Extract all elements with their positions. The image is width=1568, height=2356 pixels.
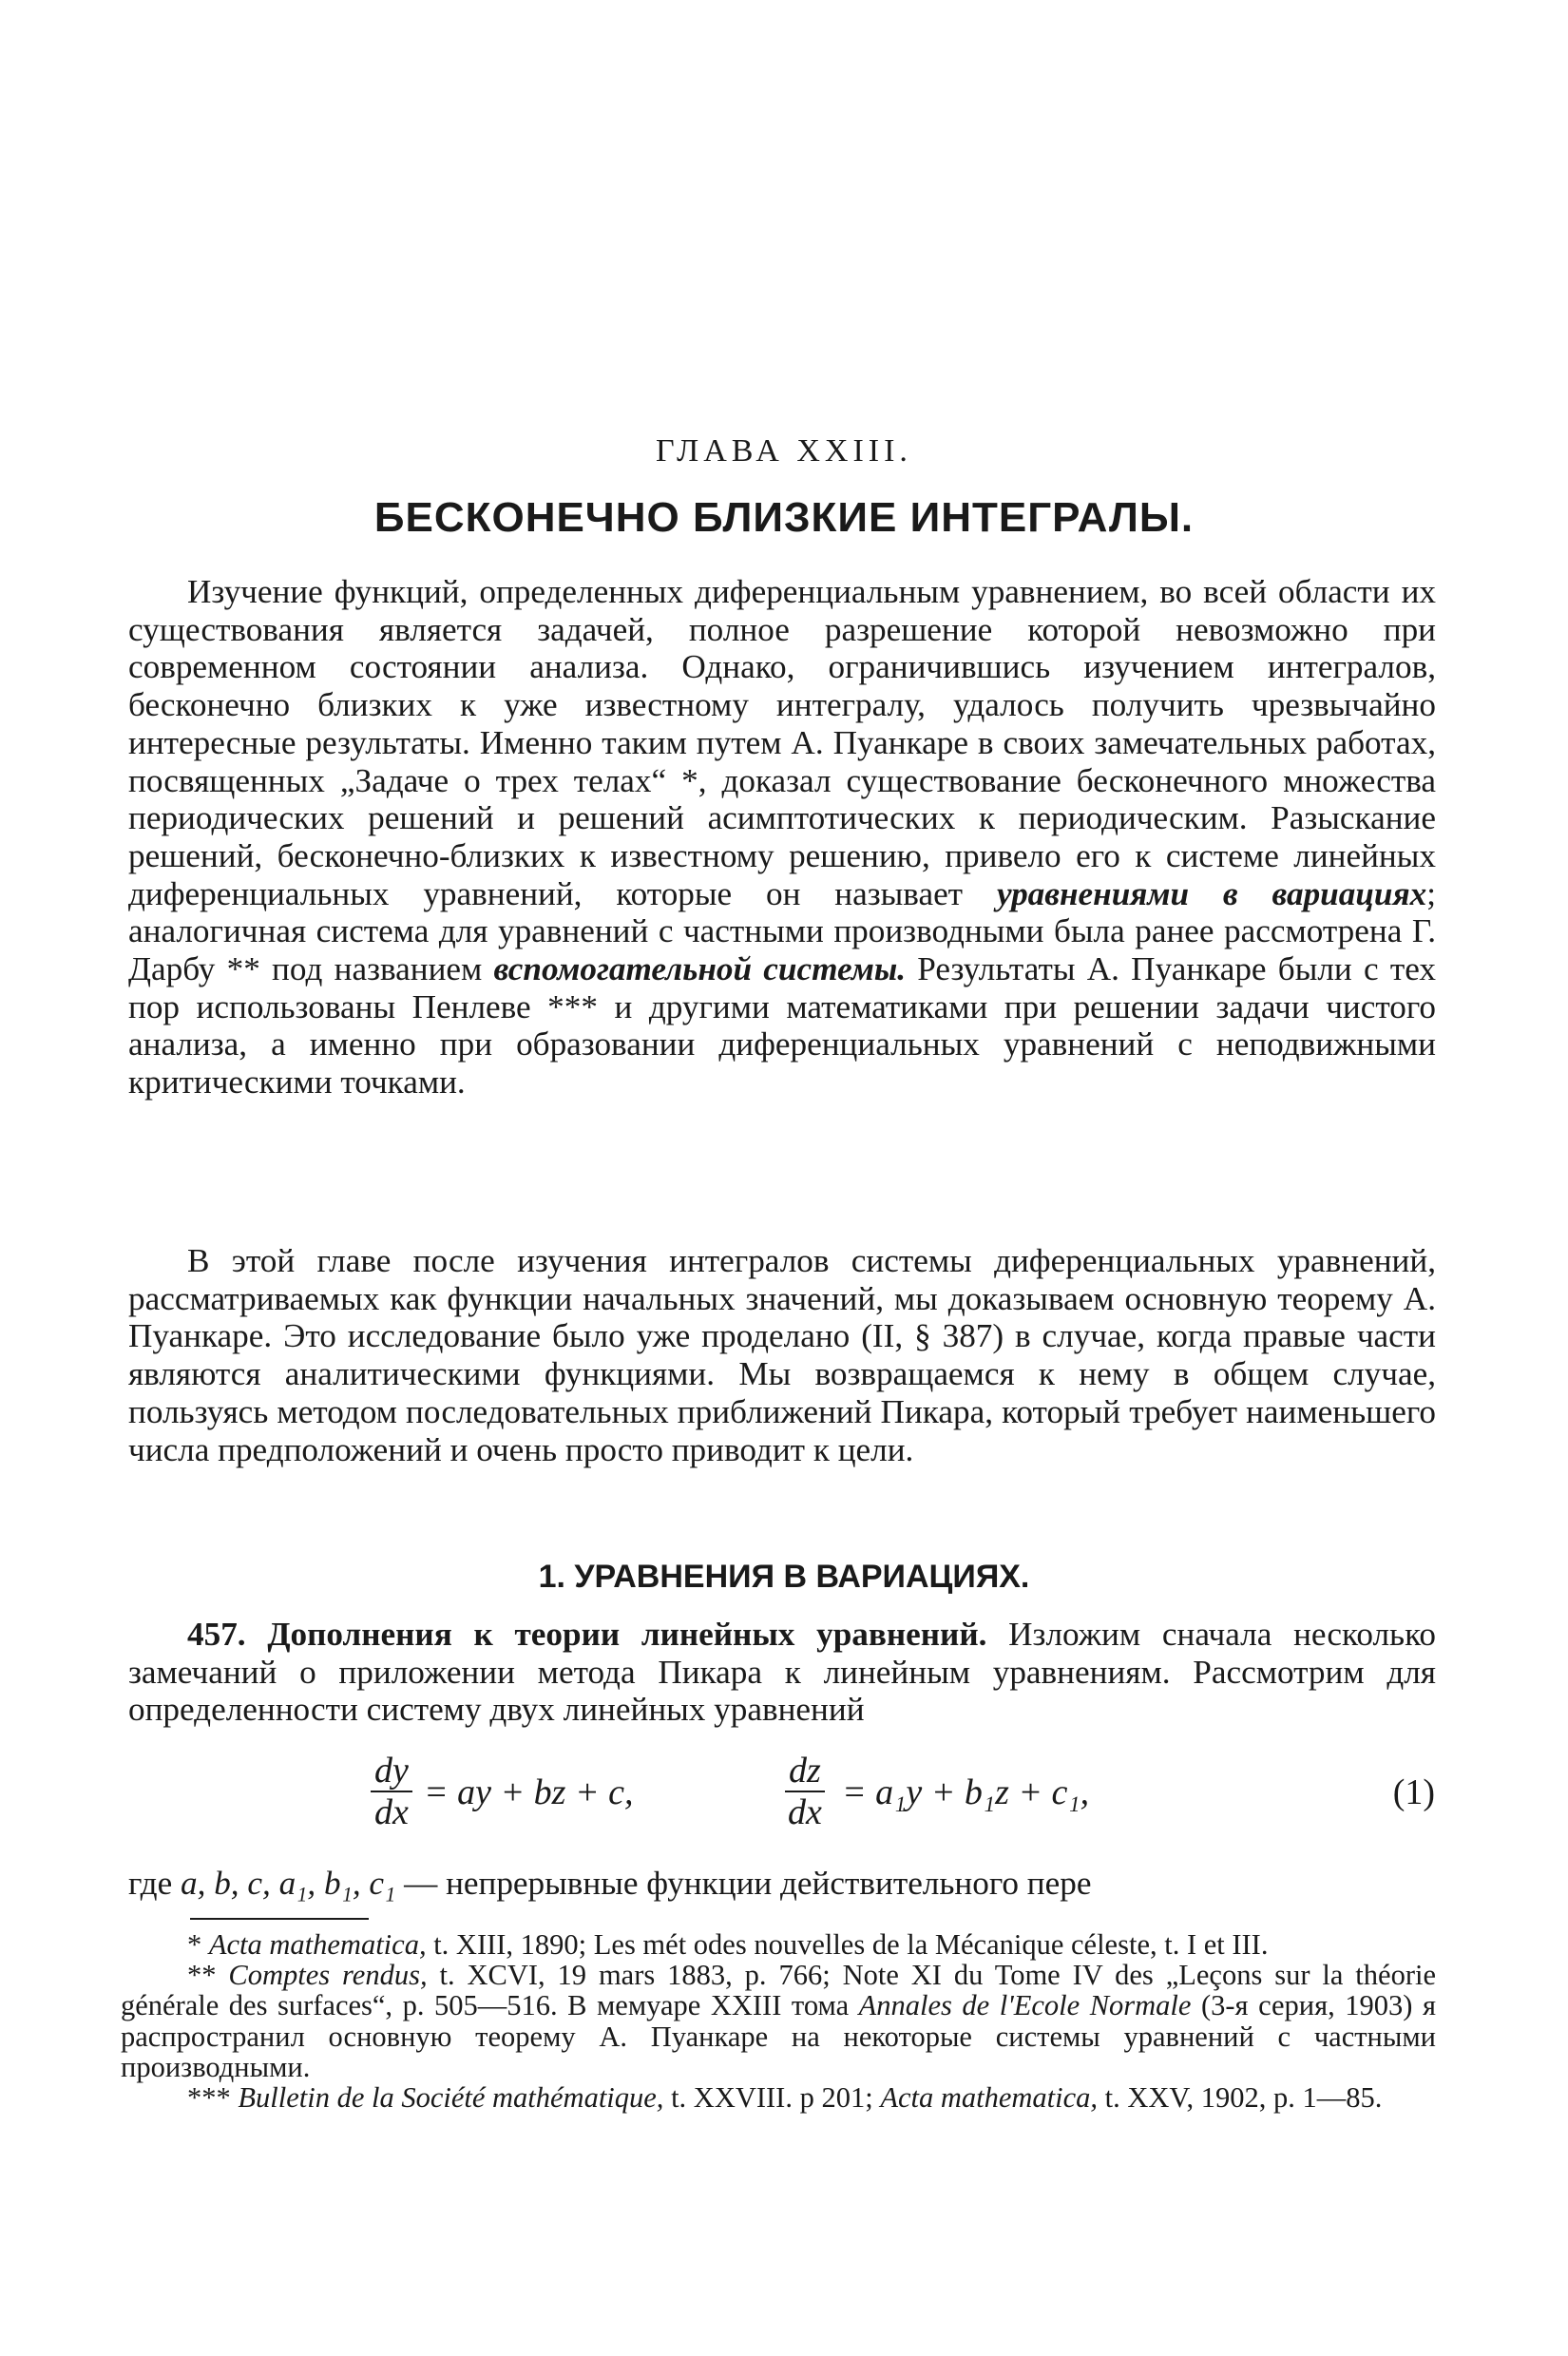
fraction-denominator: dx <box>374 1792 409 1832</box>
footnote-text: t. XXV, 1902, p. 1—85. <box>1098 2081 1383 2115</box>
third-paragraph-text: Изложим сначала несколько замечаний о приложении метода Пикара к линейным уравнениям. Рассмотрим для определенности систему двух линейных уравнений <box>128 1616 1436 1729</box>
footnote-journal: Acta mathematica, <box>208 1928 427 1961</box>
footnote-marker: * <box>187 1928 209 1961</box>
intro-paragraph <box>128 573 1436 1101</box>
fraction-dy-dx <box>371 1751 412 1832</box>
footnote-journal: Acta mathematica, <box>880 2081 1099 2115</box>
footnote-journal: Annales de l'Ecole Normale <box>858 1989 1192 2022</box>
intro-text-1: Изучение функций, определенных диференциальным уравнением, во всей области их существования является задачей, полное разрешение которой невозможно при современном состоянии анализа. Однако, ограничившись изучением интегралов, бесконечно близких к уже известному интегралу, удалось получить чрезвычайно интересные результаты. Именно таким путем А. Пуанкаре в своих замечательных работах, посвященных „Задаче о трех телах“ *, доказал существование бесконечного множества периодических решений и решений асимптотических к периодическим. Разыскание решений, бесконечно-близких к известному решению, привело его к системе линейных диференциальных уравнений, которые он называет <box>128 573 1436 912</box>
equation-rhs-2: = a₁y + b₁z + c₁, <box>842 1772 1090 1812</box>
where-rest: — непрерывные функции действительного пере <box>395 1865 1092 1902</box>
footnote-2 <box>121 1960 1436 2082</box>
where-start: где <box>128 1865 181 1902</box>
equation-1 <box>371 1751 1435 1846</box>
fraction-denominator: dx <box>787 1792 822 1832</box>
footnote-text: t. XCVI, 19 mars 1883, p. 766; Note XI du Tome IV des „Leçons sur la théorie générale des surfaces“, p. 505—516. В мемуаре XXIII тома <box>121 1959 1436 2022</box>
footnote-marker: ** <box>187 1959 229 1992</box>
third-paragraph <box>128 1616 1436 1729</box>
fraction-dz-dx <box>785 1751 825 1832</box>
equation-number: (1) <box>1392 1772 1435 1812</box>
footnote-1 <box>121 1929 1436 1960</box>
where-line <box>128 1865 1436 1903</box>
intro-text-2: ; аналогичная система для уравнений с частными производными была ранее рассмотрена Г. Дарбу ** под названием <box>128 874 1436 988</box>
chapter-label: ГЛАВА XXIII. <box>656 433 912 469</box>
fraction-numerator: dy <box>371 1751 412 1792</box>
footnote-journal: Comptes rendus, <box>228 1959 428 1992</box>
second-paragraph <box>128 1242 1436 1468</box>
footnote-text: t. XIII, 1890; Les mét odes nouvelles de la Mécanique céleste, t. I et III. <box>426 1928 1269 1961</box>
paragraph-subheading: 457. Дополнения к теории линейных уравнений. <box>187 1616 987 1653</box>
footnote-journal: Bulletin de la Société mathématique, <box>238 2081 664 2115</box>
intro-emphasis-2: вспомогательной системы. <box>493 950 907 988</box>
equation-rhs-1: = ay + bz + c, <box>424 1772 634 1812</box>
footnote-text: t. XXVIII. p 201; <box>663 2081 881 2115</box>
footnote-3 <box>121 2082 1436 2113</box>
chapter-title: БЕСКОНЕЧНО БЛИЗКИЕ ИНТЕГРАЛЫ. <box>373 494 1195 541</box>
intro-text-3: Результаты А. Пуанкаре были с тех пор использованы Пенлеве *** и другими математиками при решении задачи чистого анализа, а именно при образовании диференциальных уравнений с неподвижными критическими точками. <box>128 950 1436 1101</box>
fraction-numerator: dz <box>785 1751 825 1792</box>
intro-emphasis-1: уравнениями в вариациях <box>996 874 1427 912</box>
where-variables: a, b, c, a₁, b₁, c₁ <box>181 1865 396 1902</box>
footnote-divider <box>190 1918 369 1920</box>
section-title: 1. УРАВНЕНИЯ В ВАРИАЦИЯХ. <box>538 1559 1030 1595</box>
footnote-text: (3-я серия, 1903) я распространил основную теорему А. Пуанкаре на некоторые системы уравнений с частными производными. <box>121 1989 1437 2083</box>
footnote-marker: *** <box>187 2081 239 2115</box>
footnotes <box>121 1929 1436 2113</box>
second-paragraph-text: В этой главе после изучения интегралов системы диференциальных уравнений, рассматриваемых как функции начальных значений, мы доказываем основную теорему А. Пуанкаре. Это исследование было уже проделано (II, § 387) в случае, когда правые части являются аналитическими функциями. Мы возвращаемся к нему в общем случае, пользуясь методом последовательных приближений Пикара, который требует наименьшего числа предположений и очень просто приводит к цели. <box>128 1242 1436 1468</box>
